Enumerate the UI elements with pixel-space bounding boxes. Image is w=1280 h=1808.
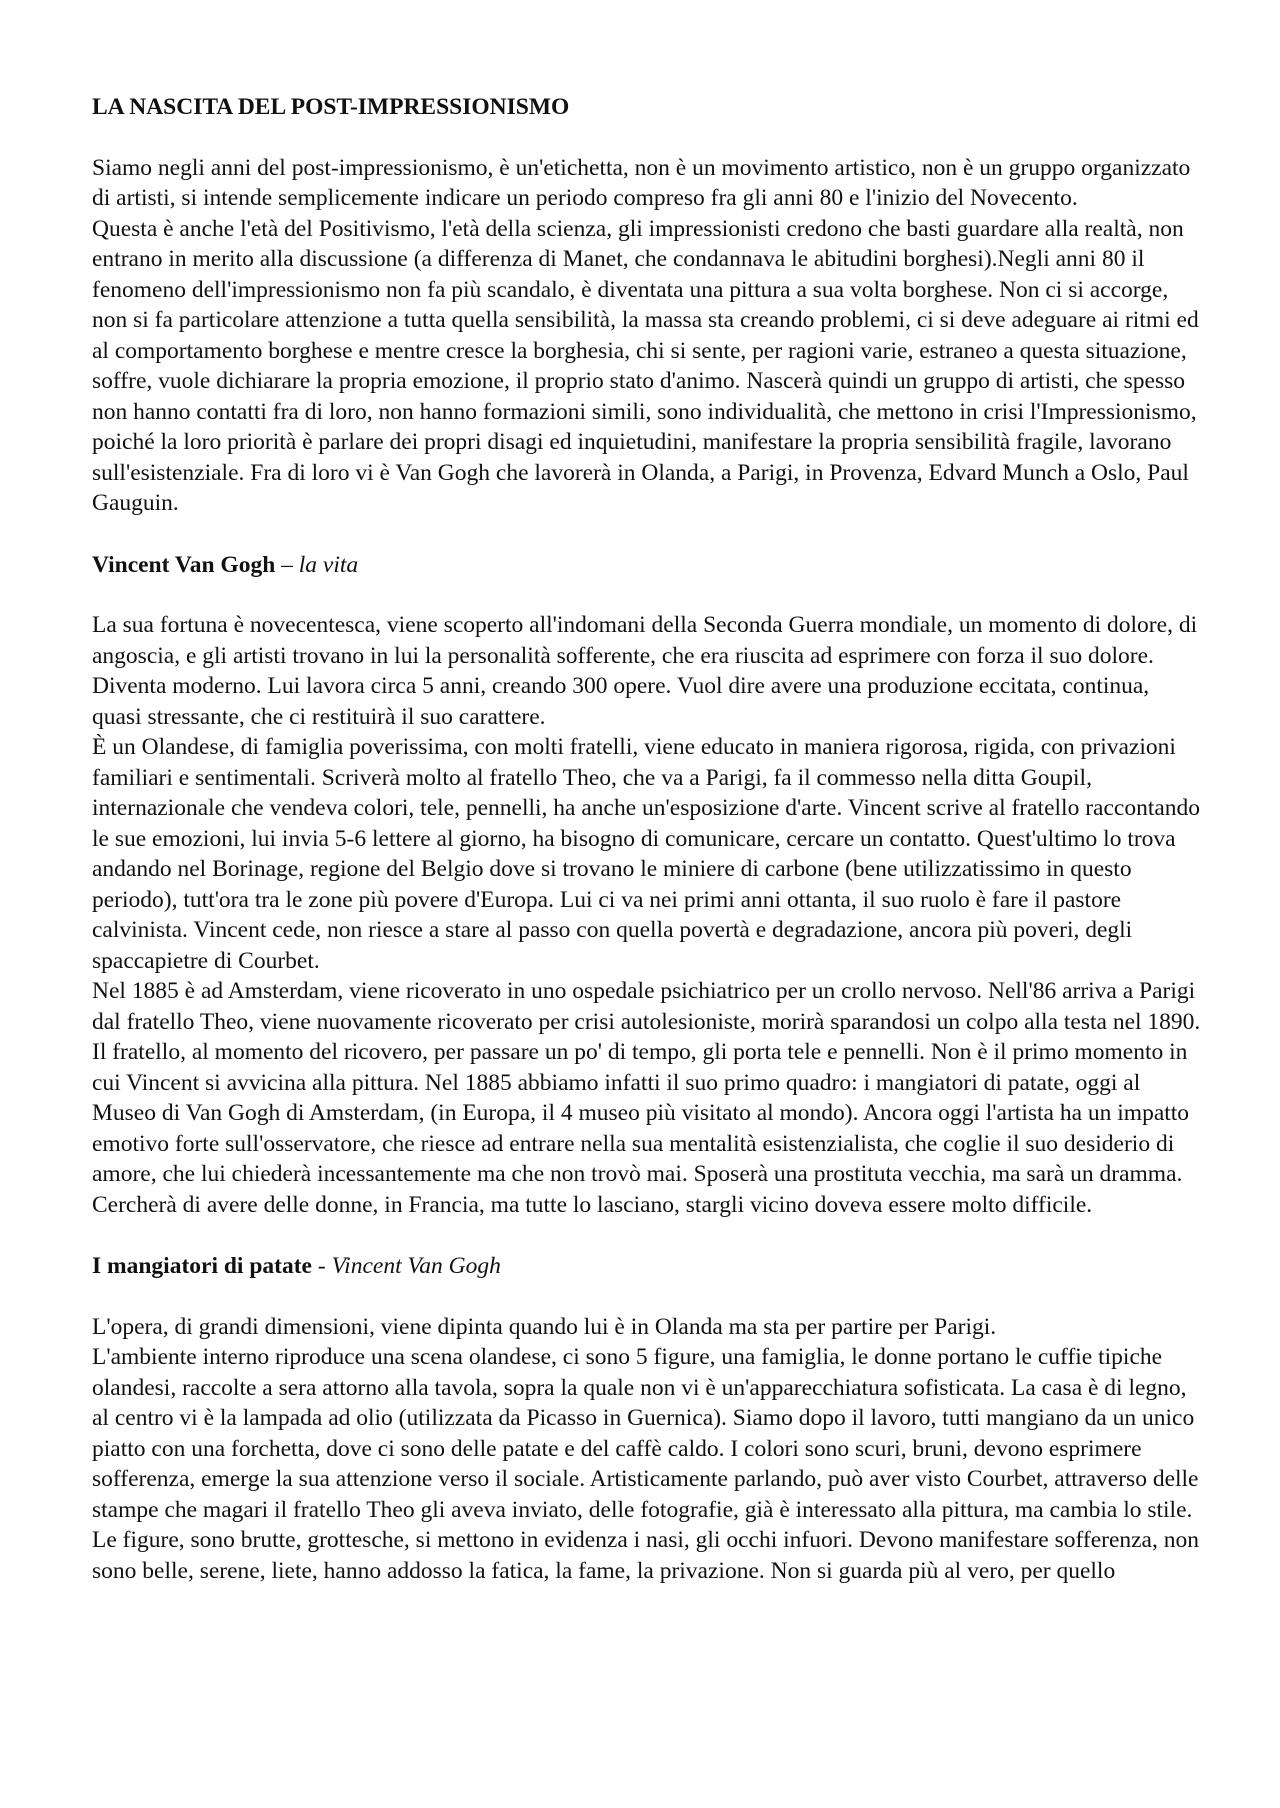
document-page bbox=[92, 92, 1202, 1586]
document-title: LA NASCITA DEL POST-IMPRESSIONISMO bbox=[92, 94, 570, 120]
section-heading-separator: – bbox=[275, 551, 299, 578]
intro-paragraph-2: Questa è anche l'età del Positivismo, l'età della scienza, gli impressionisti credono che basti guardare alla realtà, non entrano in merito alla discussione (a differenza di Manet, che condannava le abitudini borghesi).Negli anni 80 il fenomeno dell'impressionismo non fa più scandalo, è diventata una pittura a sua volta borghese. Non ci si accorge, non si fa particolare attenzione a tutta quella sensibilità, la massa sta creando problemi, ci si deve adeguare ai ritmi ed al comportamento borghese e mentre cresce la borghesia, chi si sente, per ragioni varie, estraneo a questa situazione, soffre, vuole dichiarare la propria emozione, il proprio stato d'animo. Nascerà quindi un gruppo di artisti, che spesso non hanno contatti fra di loro, non hanno formazioni simili, sono individualità, che mettono in crisi l'Impressionismo, poiché la loro priorità è parlare dei propri disagi ed inquietudini, manifestare la propria sensibilità fragile, lavorano sull'esistenziale. Fra di loro vi è Van Gogh che lavorerà in Olanda, a Parigi, in Provenza, Edvard Munch a Oslo, Paul Gauguin. bbox=[92, 215, 1199, 516]
intro-paragraph-1: Siamo negli anni del post-impressionismo, è un'etichetta, non è un movimento artistico, non è un gruppo organizzato di artisti, si intende semplicemente indicare un periodo compreso fra gli anni 80 e l'inizio del Novecento. bbox=[92, 154, 1191, 211]
life-paragraph-1: La sua fortuna è novecentesca, viene scoperto all'indomani della Seconda Guerra mondiale, un momento di dolore, di angoscia, e gli artisti trovano in lui la personalità sofferente, che era riuscita ad esprimere con forza il suo dolore. Diventa moderno. Lui lavora circa 5 anni, creando 300 opere. Vuol dire avere una produzione eccitata, continua, quasi stressante, che ci restituirà il suo carattere. bbox=[92, 612, 1198, 730]
life-paragraph-3: Nel 1885 è ad Amsterdam, viene ricoverato in uno ospedale psichiatrico per un crollo nervoso. Nell'86 arriva a Parigi dal fratello Theo, viene nuovamente ricoverato per crisi autolesioniste, morirà sparandosi un colpo alla testa nel 1890. Il fratello, al momento del ricovero, per passare un po' di tempo, gli porta tele e pennelli. Non è il primo momento in cui Vincent si avvicina alla pittura. Nel 1885 abbiamo infatti il suo primo quadro: i mangiatori di patate, oggi al Museo di Van Gogh di Amsterdam, (in Europa, il 4 museo più visitato al mondo). Ancora oggi l'artista ha un impatto emotivo forte sull'osservatore, che riesce ad entrare nella sua mentalità esistenzialista, che coglie il suo desiderio di amore, che lui chiederà incessantemente ma che non trovò mai. Sposerà una prostituta vecchia, ma sarà un dramma. Cercherà di avere delle donne, in Francia, ma tutte lo lasciano, stargli vicino doveva essere molto difficile. bbox=[92, 978, 1201, 1218]
potato-eaters-paragraph-1: L'opera, di grandi dimensioni, viene dipinta quando lui è in Olanda ma sta per partire per Parigi. bbox=[92, 1313, 997, 1340]
section-heading-separator: - bbox=[311, 1253, 332, 1279]
section-heading-bold: Vincent Van Gogh bbox=[92, 551, 276, 578]
section-heading-italic: la vita bbox=[298, 551, 359, 578]
section-heading-bold: I mangiatori di patate bbox=[92, 1253, 312, 1279]
section-heading-italic: Vincent Van Gogh bbox=[331, 1253, 501, 1279]
life-paragraph-2: È un Olandese, di famiglia poverissima, con molti fratelli, viene educato in maniera rigorosa, rigida, con privazioni familiari e sentimentali. Scriverà molto al fratello Theo, che va a Parigi, fa il commesso nella ditta Goupil, internazionale che vendeva colori, tele, pennelli, ha anche un'esposizione d'arte. Vincent scrive al fratello raccontando le sue emozioni, lui invia 5-6 lettere al giorno, ha bisogno di comunicare, cercare un contatto. Quest'ultimo lo trova andando nel Borinage, regione del Belgio dove si trovano le miniere di carbone (bene utilizzatissimo in questo periodo), tutt'ora tra le zone più povere d'Europa. Lui ci va nei primi anni ottanta, il suo ruolo è fare il pastore calvinista. Vincent cede, non riesce a stare al passo con quella povertà e degradazione, ancora più poveri, degli spaccapietre di Courbet. bbox=[92, 734, 1201, 974]
potato-eaters-paragraph-2: L'ambiente interno riproduce una scena olandese, ci sono 5 figure, una famiglia, le donne portano le cuffie tipiche olandesi, raccolte a sera attorno alla tavola, sopra la quale non vi è un'apparecchiatura sofisticata. La casa è di legno, al centro vi è la lampada ad olio (utilizzata da Picasso in Guernica). Siamo dopo il lavoro, tutti mangiano da un unico piatto con una forchetta, dove ci sono delle patate e del caffè caldo. I colori sono scuri, bruni, devono esprimere sofferenza, emerge la sua attenzione verso il sociale. Artisticamente parlando, può aver visto Courbet, attraverso delle stampe che magari il fratello Theo gli aveva inviato, delle fotografie, già è interessato alla pittura, ma cambia lo stile. Le figure, sono brutte, grottesche, si mettono in evidenza i nasi, gli occhi infuori. Devono manifestare sofferenza, non sono belle, serene, liete, hanno addosso la fatica, la fame, la privazione. Non si guarda più al vero, per quello bbox=[92, 1344, 1199, 1584]
section-heading-van-gogh-life bbox=[92, 550, 1202, 581]
section-heading-potato-eaters bbox=[92, 1251, 1202, 1282]
